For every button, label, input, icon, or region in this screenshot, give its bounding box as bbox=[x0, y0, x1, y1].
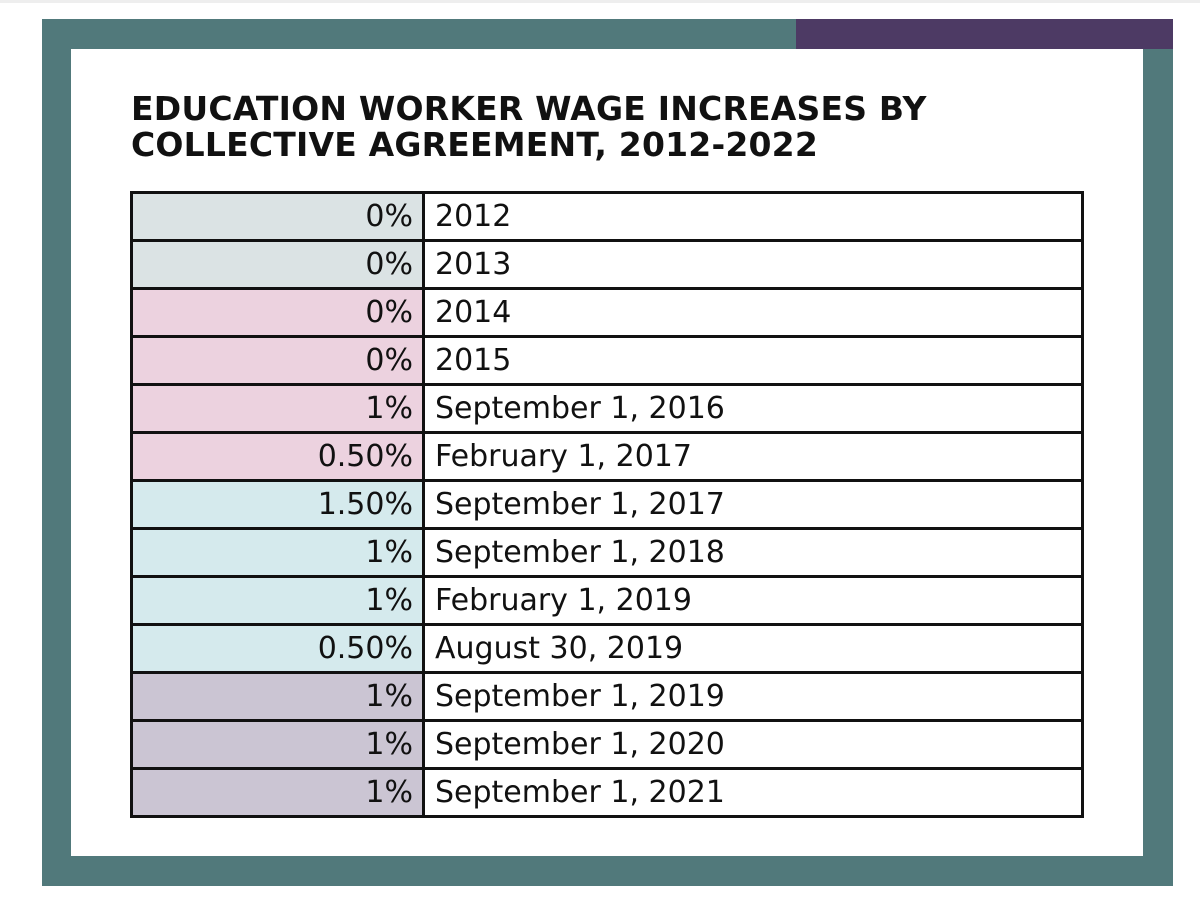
effective-date-cell: 2013 bbox=[424, 241, 1083, 289]
effective-date-cell: September 1, 2018 bbox=[424, 529, 1083, 577]
table-row bbox=[132, 433, 1083, 481]
effective-date-cell: September 1, 2017 bbox=[424, 481, 1083, 529]
effective-date-cell: 2014 bbox=[424, 289, 1083, 337]
table-row bbox=[132, 721, 1083, 769]
table-row bbox=[132, 625, 1083, 673]
table-row bbox=[132, 673, 1083, 721]
effective-date-cell: September 1, 2019 bbox=[424, 673, 1083, 721]
table-row bbox=[132, 529, 1083, 577]
slide-title bbox=[131, 91, 1031, 163]
wage-increase-cell: 0% bbox=[132, 289, 424, 337]
wage-increase-cell: 1% bbox=[132, 529, 424, 577]
wage-increase-cell: 0.50% bbox=[132, 625, 424, 673]
effective-date-cell: September 1, 2021 bbox=[424, 769, 1083, 817]
effective-date-cell: February 1, 2017 bbox=[424, 433, 1083, 481]
wage-increase-cell: 0% bbox=[132, 193, 424, 241]
wage-table-body bbox=[132, 193, 1083, 817]
table-row bbox=[132, 385, 1083, 433]
wage-increase-cell: 1.50% bbox=[132, 481, 424, 529]
effective-date-cell: September 1, 2016 bbox=[424, 385, 1083, 433]
content-card bbox=[71, 49, 1143, 856]
effective-date-cell: 2012 bbox=[424, 193, 1083, 241]
effective-date-cell: September 1, 2020 bbox=[424, 721, 1083, 769]
wage-increase-cell: 1% bbox=[132, 673, 424, 721]
table-row bbox=[132, 193, 1083, 241]
wage-increase-table bbox=[130, 191, 1084, 818]
wage-increase-cell: 1% bbox=[132, 769, 424, 817]
table-row bbox=[132, 769, 1083, 817]
top-rule bbox=[0, 0, 1200, 3]
table-row bbox=[132, 241, 1083, 289]
effective-date-cell: 2015 bbox=[424, 337, 1083, 385]
title-line-2: COLLECTIVE AGREEMENT, 2012-2022 bbox=[131, 125, 818, 164]
table-row bbox=[132, 289, 1083, 337]
effective-date-cell: February 1, 2019 bbox=[424, 577, 1083, 625]
table-row bbox=[132, 481, 1083, 529]
title-line-1: EDUCATION WORKER WAGE INCREASES BY bbox=[131, 89, 927, 128]
wage-increase-cell: 0% bbox=[132, 337, 424, 385]
wage-increase-cell: 1% bbox=[132, 577, 424, 625]
wage-increase-cell: 1% bbox=[132, 385, 424, 433]
table-row bbox=[132, 577, 1083, 625]
table-row bbox=[132, 337, 1083, 385]
wage-increase-cell: 1% bbox=[132, 721, 424, 769]
accent-bar bbox=[796, 19, 1173, 49]
wage-increase-cell: 0.50% bbox=[132, 433, 424, 481]
wage-increase-cell: 0% bbox=[132, 241, 424, 289]
effective-date-cell: August 30, 2019 bbox=[424, 625, 1083, 673]
